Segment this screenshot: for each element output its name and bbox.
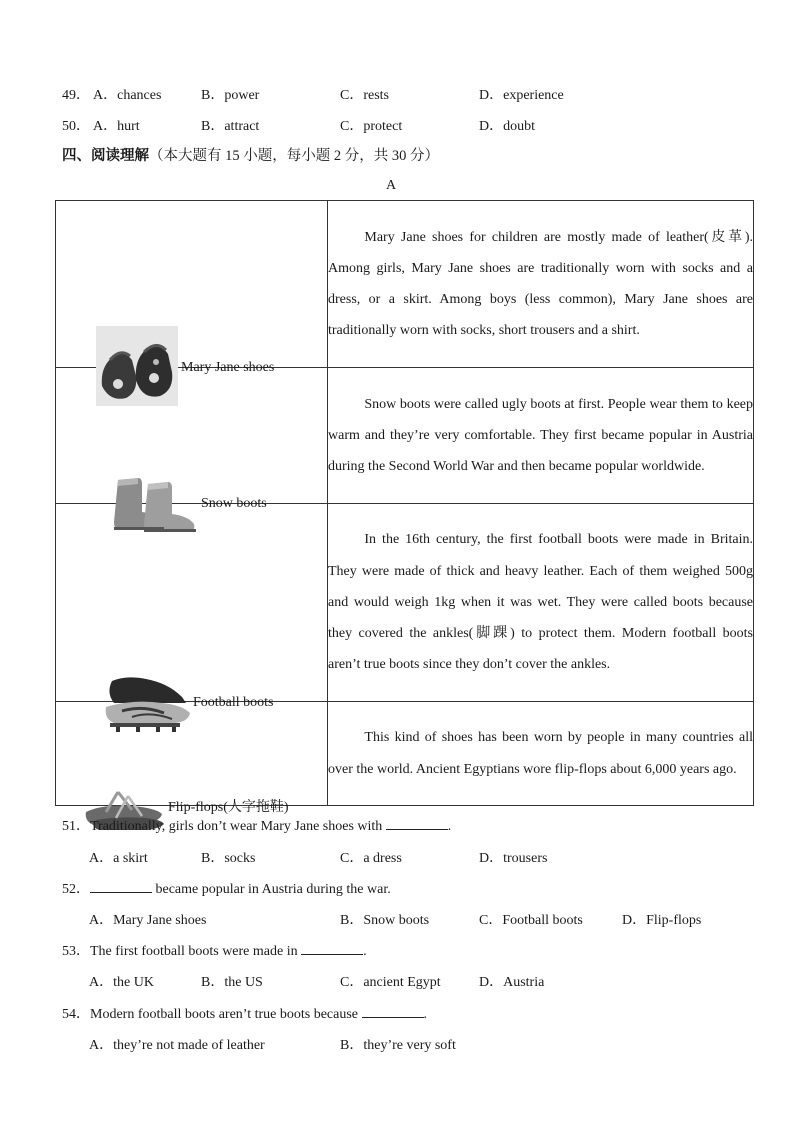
description-text: This kind of shoes has been worn by people in many countries all over the world. Ancient Egyptians wore flip-flops about 6,000 years ago.	[328, 730, 753, 777]
option-a: A．the UK	[89, 975, 154, 990]
table-row	[56, 504, 754, 702]
section-heading	[62, 144, 439, 165]
question-number: 50．	[62, 119, 90, 134]
option-a: A．they’re not made of leather	[89, 1038, 265, 1053]
option-a: A．chances	[93, 88, 162, 103]
part-label: A	[386, 178, 397, 193]
option-c: C．rests	[340, 88, 389, 103]
question-text-end: .	[363, 944, 367, 959]
question-54	[62, 1003, 427, 1023]
description-cell	[328, 201, 754, 368]
shoe-label: Snow boots	[201, 495, 267, 511]
question-52	[62, 878, 391, 898]
question-text-end: .	[423, 1007, 428, 1022]
shoe-cell	[56, 702, 328, 815]
option-a: A．Mary Jane shoes	[89, 913, 207, 928]
question-text-end: became popular in Austria during the war.	[152, 882, 391, 897]
question-49	[62, 84, 90, 104]
shoe-label: Football boots	[193, 694, 274, 710]
section-note: （本大题有 15 小题，每小题 2 分，共 30 分）	[149, 148, 439, 164]
description-text: Snow boots were called ugly boots at first. People wear them to keep warm and they’re very comfortable. They first became popular in Austria during the Second World War and then became popular worldwide.	[328, 396, 753, 475]
option-b: B．the US	[201, 975, 263, 990]
question-text-end: .	[447, 819, 452, 834]
shoe-label: Mary Jane shoes	[181, 360, 275, 375]
answer-blank	[90, 878, 152, 893]
option-a: A．a skirt	[89, 851, 148, 866]
option-d: D．trousers	[479, 851, 548, 866]
question-text: 53．The first football boots were made in	[62, 944, 302, 959]
option-b: B．attract	[201, 119, 260, 134]
shoe-label: Flip-flops(人字拖鞋)	[168, 799, 289, 815]
answer-blank	[301, 940, 363, 955]
shoe-cell	[56, 201, 328, 375]
option-d: D．Flip-flops	[622, 913, 702, 928]
question-text: 51．Traditionally, girls don’t wear Mary Jane shoes with	[62, 819, 386, 834]
description-cell	[328, 368, 754, 504]
table-row	[56, 702, 754, 806]
question-51	[62, 815, 451, 835]
option-c: C．a dress	[340, 851, 402, 866]
option-c: C．protect	[340, 119, 403, 134]
option-b: B．power	[201, 88, 260, 103]
shoe-cell	[56, 368, 328, 511]
option-d: D．doubt	[479, 119, 535, 134]
option-c: C．Football boots	[479, 913, 583, 928]
shoe-cell	[56, 504, 328, 710]
description-cell	[328, 702, 754, 806]
answer-blank	[386, 815, 448, 830]
description-text: Mary Jane shoes for children are mostly made of leather(皮革). Among girls, Mary Jane shoes are traditionally worn with socks and a dress, or a skirt. Among boys (less common), Mary Jane shoes are traditionally worn with socks, short trousers and a shirt.	[328, 229, 753, 339]
option-b: B．they’re very soft	[340, 1038, 456, 1053]
question-number: 49．	[62, 88, 90, 103]
question-53	[62, 940, 367, 960]
question-text: 52．	[62, 882, 90, 897]
option-b: B．Snow boots	[340, 913, 430, 928]
question-text: 54．Modern football boots aren’t true boots because	[62, 1007, 362, 1022]
option-c: C．ancient Egypt	[340, 975, 441, 990]
table-row	[56, 368, 754, 504]
option-d: D．Austria	[479, 975, 545, 990]
description-text: In the 16th century, the first football boots were made in Britain. They were made of thick and heavy leather. Each of them weighed 500g and would weigh 1kg when it was wet. They were called boots because they covered the ankles(脚踝) to protect them. Modern football boots aren’t true boots since they don’t cover the ankles.	[328, 532, 753, 673]
description-cell	[328, 504, 754, 702]
section-title: 四、阅读理解	[62, 148, 149, 164]
answer-blank	[362, 1003, 424, 1018]
option-a: A．hurt	[93, 119, 140, 134]
shoes-table	[55, 200, 754, 815]
question-50	[62, 115, 90, 135]
table-row	[56, 201, 754, 368]
option-d: D．experience	[479, 88, 564, 103]
option-b: B．socks	[201, 851, 256, 866]
